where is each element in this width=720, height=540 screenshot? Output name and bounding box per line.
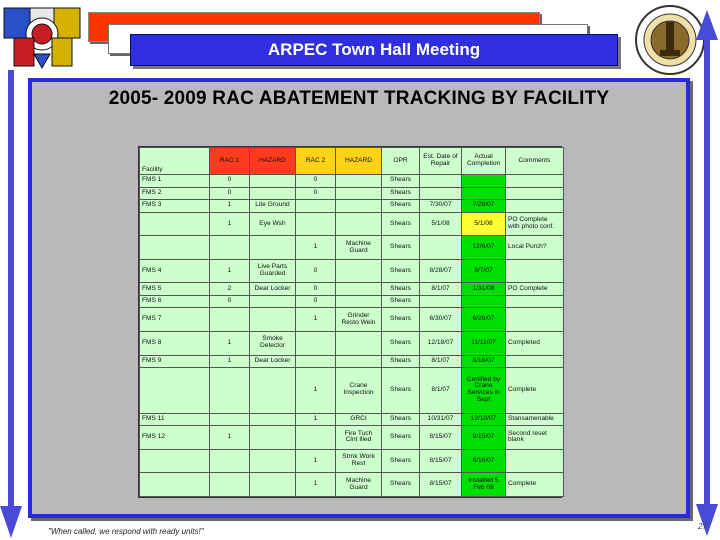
table-row: [140, 449, 564, 473]
facility-cell: [140, 368, 210, 414]
table-row: [140, 295, 564, 308]
rac2-cell: 0: [296, 187, 336, 200]
col-header-hazard2: HAZARD: [336, 148, 382, 175]
comments-cell: [506, 308, 564, 332]
rac1-cell: [210, 368, 250, 414]
rac2-cell: 1: [296, 449, 336, 473]
table-row: [140, 259, 564, 283]
actual-cell: 6/16/07: [462, 449, 506, 473]
hazard2-cell: [336, 259, 382, 283]
hazard1-cell: Live Parts Guarded: [250, 259, 296, 283]
hazard1-cell: [250, 236, 296, 260]
facility-cell: FMS 6: [140, 295, 210, 308]
col-header-facility: Facility: [140, 148, 210, 175]
opr-cell: Shears: [382, 426, 420, 450]
rac-tracking-table: [138, 146, 562, 498]
facility-cell: [140, 212, 210, 236]
est-date-cell: 8/15/07: [420, 426, 462, 450]
hazard2-cell: Fire Tuch Clnt Illed: [336, 426, 382, 450]
rac2-cell: 0: [296, 295, 336, 308]
table-row: [140, 212, 564, 236]
opr-cell: Shears: [382, 413, 420, 426]
rac1-cell: 1: [210, 355, 250, 368]
rac2-cell: 1: [296, 236, 336, 260]
rac2-cell: 0: [296, 283, 336, 296]
table-row: [140, 175, 564, 188]
footer-motto: "When called, we respond with ready units!": [48, 527, 204, 536]
comments-cell: [506, 449, 564, 473]
rac2-cell: 1: [296, 308, 336, 332]
hazard1-cell: [250, 368, 296, 414]
facility-cell: FMS 8: [140, 332, 210, 356]
table-row: [140, 332, 564, 356]
table-row: [140, 200, 564, 213]
opr-cell: Shears: [382, 449, 420, 473]
comments-cell: PO Complete with photo conf.: [506, 212, 564, 236]
comments-cell: [506, 355, 564, 368]
table-row: [140, 473, 564, 497]
comments-cell: Stansamenable: [506, 413, 564, 426]
comments-cell: Complete: [506, 368, 564, 414]
hazard2-cell: Machine Guard: [336, 236, 382, 260]
col-header-hazard1: HAZARD: [250, 148, 296, 175]
hazard2-cell: GRCI: [336, 413, 382, 426]
actual-cell: 1/31/08: [462, 283, 506, 296]
est-date-cell: [420, 175, 462, 188]
facility-cell: [140, 473, 210, 497]
comments-cell: [506, 295, 564, 308]
actual-cell: Certified by Crane Services in Sept: [462, 368, 506, 414]
facility-cell: FMS 9: [140, 355, 210, 368]
est-date-cell: 7/30/07: [420, 200, 462, 213]
facility-cell: FMS 2: [140, 187, 210, 200]
hazard2-cell: [336, 355, 382, 368]
rac2-cell: 1: [296, 413, 336, 426]
hazard2-cell: Crane Inspection: [336, 368, 382, 414]
est-date-cell: 8/1/07: [420, 368, 462, 414]
facility-cell: FMS 4: [140, 259, 210, 283]
facility-cell: FMS 5: [140, 283, 210, 296]
opr-cell: Shears: [382, 308, 420, 332]
content-panel: [28, 78, 690, 518]
actual-cell: 12/10/07: [462, 413, 506, 426]
comments-cell: [506, 175, 564, 188]
actual-cell: [462, 175, 506, 188]
col-header-comments: Comments: [506, 148, 564, 175]
est-date-cell: 10/31/07: [420, 413, 462, 426]
rac1-cell: [210, 308, 250, 332]
rac1-cell: 0: [210, 175, 250, 188]
est-date-cell: [420, 236, 462, 260]
rac2-cell: 1: [296, 368, 336, 414]
rac2-cell: 0: [296, 259, 336, 283]
rac1-cell: [210, 473, 250, 497]
page-number: 27: [698, 522, 707, 531]
col-header-opr: OPR: [382, 148, 420, 175]
rac1-cell: [210, 236, 250, 260]
page-title: ARPEC Town Hall Meeting: [267, 40, 481, 59]
hazard1-cell: Lite Ground: [250, 200, 296, 213]
hazard2-cell: [336, 212, 382, 236]
hazard1-cell: Dear Locker: [250, 283, 296, 296]
table-row: [140, 308, 564, 332]
hazard1-cell: [250, 449, 296, 473]
hazard2-cell: [336, 283, 382, 296]
table-row: [140, 368, 564, 414]
actual-cell: 8/16/07: [462, 355, 506, 368]
table-header-row: [140, 148, 564, 175]
header-banner: [130, 34, 618, 66]
opr-cell: Shears: [382, 175, 420, 188]
facility-cell: FMS 1: [140, 175, 210, 188]
unit-insignia-logo: [2, 4, 84, 74]
actual-cell: [462, 187, 506, 200]
opr-cell: Shears: [382, 473, 420, 497]
rac1-cell: 0: [210, 187, 250, 200]
facility-cell: FMS 7: [140, 308, 210, 332]
table-row: [140, 426, 564, 450]
opr-cell: Shears: [382, 332, 420, 356]
hazard2-cell: [336, 187, 382, 200]
comments-cell: Second reset blank: [506, 426, 564, 450]
rac2-cell: 1: [296, 473, 336, 497]
facility-cell: FMS 12: [140, 426, 210, 450]
rac2-cell: [296, 212, 336, 236]
opr-cell: Shears: [382, 283, 420, 296]
actual-cell: 5/1/08: [462, 212, 506, 236]
hazard1-cell: [250, 413, 296, 426]
facility-cell: [140, 236, 210, 260]
hazard2-cell: Strnk Work Rest: [336, 449, 382, 473]
est-date-cell: [420, 295, 462, 308]
hazard1-cell: Dear Locker: [250, 355, 296, 368]
table-row: [140, 413, 564, 426]
rac1-cell: 1: [210, 200, 250, 213]
opr-cell: Shears: [382, 355, 420, 368]
left-arrow-icon: [0, 70, 22, 540]
rac1-cell: 2: [210, 283, 250, 296]
est-date-cell: 8/1/07: [420, 283, 462, 296]
comments-cell: [506, 259, 564, 283]
hazard1-cell: Eye Wsh: [250, 212, 296, 236]
est-date-cell: 6/30/07: [420, 308, 462, 332]
opr-cell: Shears: [382, 295, 420, 308]
est-date-cell: 8/1/07: [420, 355, 462, 368]
hazard1-cell: [250, 295, 296, 308]
hazard1-cell: Smoke Detector: [250, 332, 296, 356]
opr-cell: Shears: [382, 212, 420, 236]
actual-cell: 7/28/07: [462, 200, 506, 213]
hazard1-cell: [250, 175, 296, 188]
comments-cell: Completed: [506, 332, 564, 356]
opr-cell: Shears: [382, 236, 420, 260]
rac1-cell: 1: [210, 426, 250, 450]
table-row: [140, 236, 564, 260]
hazard2-cell: [336, 332, 382, 356]
actual-cell: 6/26/07: [462, 308, 506, 332]
right-arrow-icon: [696, 10, 718, 540]
hazard1-cell: [250, 187, 296, 200]
table-row: [140, 283, 564, 296]
rac1-cell: 1: [210, 212, 250, 236]
est-date-cell: 5/1/08: [420, 212, 462, 236]
est-date-cell: 8/28/07: [420, 259, 462, 283]
hazard2-cell: Machine Guard: [336, 473, 382, 497]
hazard2-cell: [336, 295, 382, 308]
est-date-cell: 8/15/07: [420, 473, 462, 497]
rac1-cell: [210, 413, 250, 426]
rac1-cell: 1: [210, 332, 250, 356]
actual-cell: 8/7/07: [462, 259, 506, 283]
table-row: [140, 355, 564, 368]
opr-cell: Shears: [382, 200, 420, 213]
col-header-rac1: RAC 1: [210, 148, 250, 175]
rac1-cell: 0: [210, 295, 250, 308]
slide-subtitle: 2005- 2009 RAC ABATEMENT TRACKING BY FACILITY: [108, 88, 610, 109]
comments-cell: [506, 200, 564, 213]
col-header-actual: Actual Completion: [462, 148, 506, 175]
opr-cell: Shears: [382, 187, 420, 200]
col-header-est-date: Est. Date of Repair: [420, 148, 462, 175]
hazard2-cell: [336, 175, 382, 188]
actual-cell: 9/15/07: [462, 426, 506, 450]
actual-cell: 12/6/07: [462, 236, 506, 260]
actual-cell: 11/11/07: [462, 332, 506, 356]
actual-cell: [462, 295, 506, 308]
actual-cell: Installed 5 Feb 08: [462, 473, 506, 497]
hazard1-cell: [250, 473, 296, 497]
facility-cell: FMS 11: [140, 413, 210, 426]
opr-cell: Shears: [382, 259, 420, 283]
comments-cell: [506, 187, 564, 200]
rac2-cell: [296, 355, 336, 368]
est-date-cell: [420, 187, 462, 200]
opr-cell: Shears: [382, 368, 420, 414]
est-date-cell: 12/18/07: [420, 332, 462, 356]
rac1-cell: 1: [210, 259, 250, 283]
rac1-cell: [210, 449, 250, 473]
table-row: [140, 187, 564, 200]
comments-cell: Local Purch?: [506, 236, 564, 260]
hazard2-cell: [336, 200, 382, 213]
est-date-cell: 8/15/07: [420, 449, 462, 473]
col-header-rac2: RAC 2: [296, 148, 336, 175]
hazard1-cell: [250, 426, 296, 450]
comments-cell: Complete: [506, 473, 564, 497]
rac2-cell: [296, 200, 336, 213]
rac2-cell: 0: [296, 175, 336, 188]
facility-cell: FMS 3: [140, 200, 210, 213]
comments-cell: PO Complete: [506, 283, 564, 296]
facility-cell: [140, 449, 210, 473]
hazard1-cell: [250, 308, 296, 332]
rac2-cell: [296, 332, 336, 356]
rac2-cell: [296, 426, 336, 450]
hazard2-cell: Grinder Resto Wein: [336, 308, 382, 332]
